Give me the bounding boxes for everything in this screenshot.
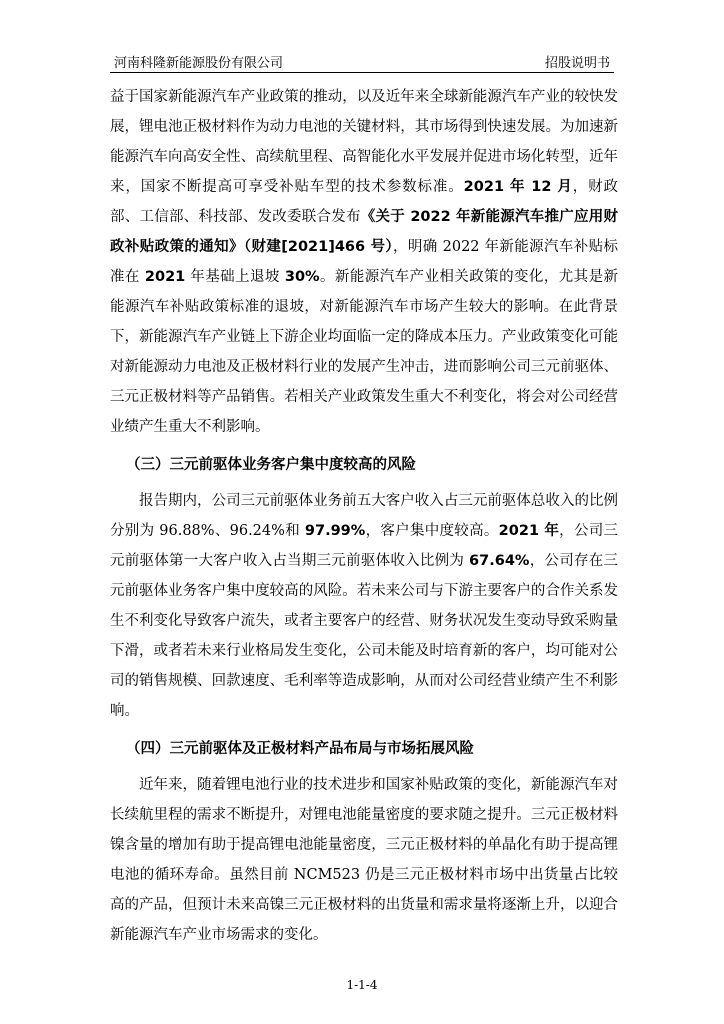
section-heading-customer-concentration: （三）三元前驱体业务客户集中度较高的风险 — [126, 457, 416, 473]
page-header — [110, 48, 614, 73]
document-body — [110, 82, 618, 950]
header-company-name: 河南科隆新能源股份有限公司 — [114, 56, 284, 71]
section-heading-product-layout: （四）三元前驱体及正极材料产品布局与市场拓展风险 — [126, 741, 474, 757]
header-document-type: 招股说明书 — [544, 56, 610, 71]
customer-concentration-paragraph: 报告期内，公司三元前驱体业务前五大客户收入占三元前驱体总收入的比例分别为 96.88%、96.24%和 97.99%，客户集中度较高。2021 年，公司三元前驱体第一大客户收入占当期三元前驱体收入比例为 67.64%，公司存在三元前驱体业务客户集中度较高的风险。若未来公司与下游主要客户的合作关系发生不利变化导致客户流失，或者主要客户的经营、财务状况发生变动导致采购量下滑，或者若未来行业格局发生变化，公司未能及时培育新的客户，均可能对公司的销售规模、回款速度、毛利率等造成影响，从而对公司经营业绩产生不利影响。 — [110, 493, 619, 719]
product-layout-paragraph: 近年来，随着锂电池行业的技术进步和国家补贴政策的变化，新能源汽车对长续航里程的需求不断提升，对锂电池能量密度的要求随之提升。三元正极材料镍含量的增加有助于提高锂电池能量密度，三元正极材料的单晶化有助于提高锂电池的循环寿命。虽然目前 NCM523 仍是三元正极材料市场中出货量占比较高的产品，但预计未来高镍三元正极材料的出货量和需求量将逐渐上升，以迎合新能源汽车产业市场需求的变化。 — [110, 777, 618, 943]
page-number: 1-1-4 — [346, 978, 378, 992]
policy-risk-paragraph: 益于国家新能源汽车产业政策的推动，以及近年来全球新能源汽车产业的较快发展，锂电池正极材料作为动力电池的关键材料，其市场得到快速发展。为加速新能源汽车向高安全性、高续航里程、高智能化水平发展并促进市场化转型，近年来，国家不断提高可享受补贴车型的技术参数标准。2021 年 12 月，财政部、工信部、科技部、发改委联合发布《关于 2022 年新能源汽车推广应用财政补贴政策的通知》（财建[2021]466 号），明确 2022 年新能源汽车补贴标准在 2021 年基础上退坡 30%。新能源汽车产业相关政策的变化，尤其是新能源汽车补贴政策标准的退坡，对新能源汽车市场产生较大的影响。在此背景下，新能源汽车产业链上下游企业均面临一定的降成本压力。产业政策变化可能对新能源动力电池及正极材料行业的发展产生冲击，进而影响公司三元前驱体、三元正极材料等产品销售。若相关产业政策发生重大不利变化，将会对公司经营业绩产生重大不利影响。 — [110, 89, 619, 435]
